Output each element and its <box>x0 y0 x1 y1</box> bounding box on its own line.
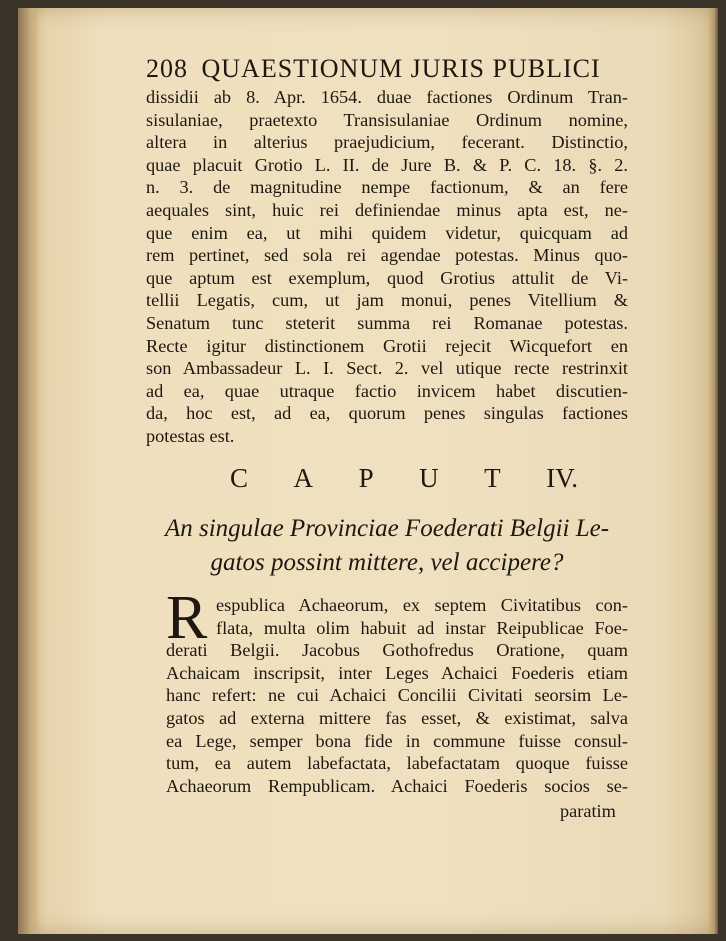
catchword: paratim <box>560 801 616 821</box>
text-line: n. 3. de magnitudine nempe factionum, & an fere <box>146 177 628 198</box>
text-line: derati Belgii. Jacobus Gothofredus Oratione, quam <box>166 640 628 661</box>
running-title: QUAESTIONUM JURIS PUBLICI <box>201 54 601 83</box>
chapter-heading <box>146 458 628 498</box>
paragraph-chapter-start <box>166 594 628 797</box>
text-line: dissidii ab 8. Apr. 1654. duae factiones Ordinum Tran- <box>146 87 628 107</box>
text-line: ad ea, quae utraque factio invicem habet discutien- <box>146 380 628 401</box>
chapter-letter: U <box>419 463 439 493</box>
page-number: 208 <box>146 54 188 83</box>
text-line: sisulaniae, praetexto Transisulaniae Ordinum nomine, <box>146 109 628 130</box>
drop-cap: R <box>166 584 208 652</box>
text-line: son Ambassadeur L. I. Sect. 2. vel utique recte restrinxit <box>146 358 628 379</box>
chapter-letter: P <box>358 463 374 493</box>
text-line: Achaicam inscripsit, inter Leges Achaici Foederis etiam <box>166 662 628 683</box>
text-line: quae placuit Grotio L. II. de Jure B. & P. C. 18. §. 2. <box>146 154 628 175</box>
text-line: que enim ea, ut mihi quidem videtur, quicquam ad <box>146 222 628 243</box>
chapter-letter: C <box>230 463 249 493</box>
text-line: que aptum est exemplum, quod Grotius attulit de Vi- <box>146 267 628 288</box>
chapter-letter: T <box>484 463 501 493</box>
chapter-subtitle <box>146 512 628 580</box>
subtitle-line: gatos possint mittere, vel accipere? <box>210 549 564 576</box>
text-line: ea Lege, semper bona fide in commune fuisse consul- <box>166 730 628 751</box>
text-line: tellii Legatis, cum, ut jam monui, penes Vitellium & <box>146 290 628 311</box>
text-line: rem pertinet, sed sola rei agendae potestas. Minus quo- <box>146 245 628 266</box>
text-line: Achaeorum Rempublicam. Achaici Foederis socios se- <box>166 775 628 796</box>
text-line: tum, ea autem labefactata, labefactatam quoque fuisse <box>166 753 628 774</box>
running-header <box>146 52 626 86</box>
paragraph-continued <box>146 86 628 448</box>
text-line: flata, multa olim habuit ad instar Reipublicae Foe- <box>216 617 628 638</box>
text-line: gatos ad externa mittere fas esset, & existimat, salva <box>166 707 628 728</box>
chapter-letter: A <box>293 463 314 493</box>
page-edge <box>708 8 718 934</box>
subtitle-line: An singulae Provinciae Foederati Belgii Le- <box>164 515 610 542</box>
text-line: potestas est. <box>146 425 235 446</box>
chapter-number: IV. <box>546 463 578 493</box>
text-line: hanc refert: ne cui Achaici Concilii Civitati seorsim Le- <box>166 685 628 706</box>
text-line: altera in alterius praejudicium, fecerant. Distinctio, <box>146 132 628 153</box>
text-line: Recte igitur distinctionem Grotii rejecit Wicquefort en <box>146 335 628 356</box>
text-line: aequales sint, huic rei definiendae minus apta est, ne- <box>146 199 628 220</box>
page-gutter <box>18 8 40 934</box>
text-line: Senatum tunc steterit summa rei Romanae potestas. <box>146 312 628 333</box>
text-line: espublica Achaeorum, ex septem Civitatibus con- <box>216 595 628 615</box>
text-line: da, hoc est, ad ea, quorum penes singulas factiones <box>146 403 628 424</box>
